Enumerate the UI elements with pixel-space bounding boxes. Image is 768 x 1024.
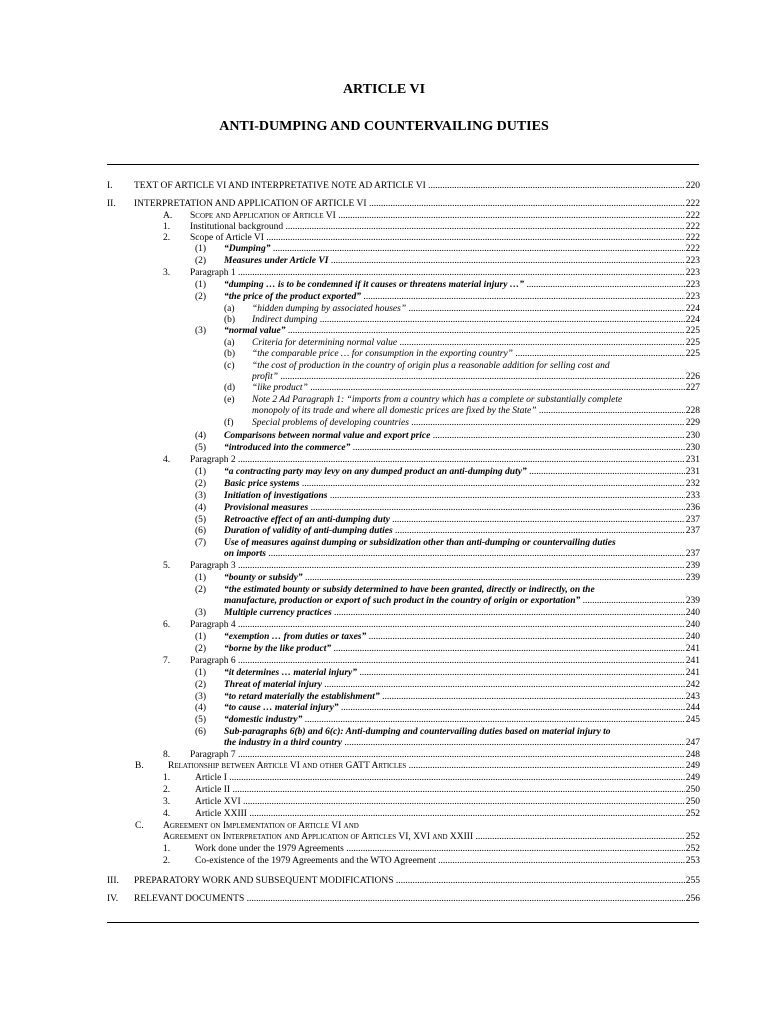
- toc-entry-page: 249: [685, 773, 700, 783]
- toc-entry[interactable]: [0, 181, 768, 192]
- toc-entry[interactable]: [0, 727, 768, 738]
- toc-entry-number: (1): [195, 280, 207, 290]
- toc-entry-page: 232: [685, 479, 700, 489]
- toc-entry-number: (2): [195, 292, 207, 302]
- toc-entry-page: 237: [685, 526, 700, 536]
- toc-entry-number: (2): [195, 479, 207, 489]
- toc-entry-number: (f): [224, 418, 234, 428]
- toc-entry-page: 243: [685, 692, 700, 702]
- toc-entry-number: (4): [195, 503, 207, 513]
- toc-entry-number: (1): [195, 573, 207, 583]
- toc-entry[interactable]: [0, 561, 768, 572]
- toc-entry-number: (1): [195, 632, 207, 642]
- toc-entry-title: Provisional measures .....: [224, 503, 698, 514]
- toc-entry[interactable]: [0, 268, 768, 279]
- toc-entry-number: (a): [224, 304, 235, 314]
- toc-entry-page: 248: [685, 750, 700, 760]
- toc-entry-number: (3): [195, 692, 207, 702]
- toc-entry-number: (b): [224, 349, 236, 359]
- toc-entry[interactable]: [0, 383, 768, 394]
- toc-entry-title: TEXT OF ARTICLE VI AND INTERPRETATIVE NOTE AD ARTICLE VI .....: [134, 181, 698, 192]
- toc-entry-title: Agreement on Implementation of Article VI and: [163, 821, 359, 831]
- toc-entry[interactable]: [0, 668, 768, 679]
- toc-entry-title: on imports .....: [224, 549, 698, 560]
- toc-entry[interactable]: [0, 338, 768, 349]
- toc-entry-number: (3): [195, 608, 207, 618]
- toc-entry-page: 237: [685, 515, 700, 525]
- toc-entry[interactable]: [0, 211, 768, 222]
- toc-entry-page: 220: [685, 181, 700, 191]
- toc-entry-number: (d): [224, 383, 236, 393]
- toc-entry[interactable]: [0, 418, 768, 429]
- toc-entry[interactable]: [0, 503, 768, 514]
- toc-entry[interactable]: [0, 349, 768, 360]
- toc-entry-page: 237: [685, 549, 700, 559]
- toc-entry-title: “domestic industry” .....: [224, 715, 698, 726]
- toc-entry-title: “bounty or subsidy” .....: [224, 573, 698, 584]
- toc-entry-title: “the price of the product exported” .....: [224, 292, 698, 303]
- article-subtitle: ANTI-DUMPING AND COUNTERVAILING DUTIES: [219, 119, 549, 134]
- toc-entry-title: Paragraph 7 .....: [190, 750, 698, 761]
- toc-entry-title: Paragraph 2 .....: [190, 455, 698, 466]
- toc-entry-page: 255: [685, 876, 700, 886]
- toc-entry-page: 233: [685, 491, 700, 501]
- toc-entry-number: 3.: [163, 797, 171, 807]
- toc-entry-page: 241: [685, 644, 700, 654]
- toc-entry-number: 1.: [163, 844, 171, 854]
- toc-entry-page: 242: [685, 680, 700, 690]
- toc-entry-page: 222: [685, 211, 700, 221]
- toc-entry-page: 241: [685, 668, 700, 678]
- toc-entry-title: “it determines … material injury” .....: [224, 668, 698, 679]
- toc-entry[interactable]: [0, 809, 768, 820]
- toc-entry-title: Sub-paragraphs 6(b) and 6(c): Anti-dumping and countervailing duties based on material injury to: [224, 727, 611, 737]
- toc-entry-title: “exemption … from duties or taxes” .....: [224, 632, 698, 643]
- toc-entry-number: 4.: [163, 455, 171, 465]
- toc-entry[interactable]: [0, 326, 768, 337]
- toc-entry[interactable]: [0, 844, 768, 855]
- toc-entry[interactable]: [0, 361, 768, 372]
- toc-entry-page: 249: [685, 761, 700, 771]
- toc-entry-page: 223: [685, 256, 700, 266]
- toc-entry-title: Special problems of developing countries .....: [252, 418, 698, 429]
- toc-entry-page: 253: [685, 856, 700, 866]
- toc-entry-page: 247: [685, 738, 700, 748]
- toc-entry-number: (c): [224, 361, 235, 371]
- toc-entry[interactable]: [0, 773, 768, 784]
- toc-entry-page: 223: [685, 280, 700, 290]
- toc-entry-number: 6.: [163, 620, 171, 630]
- toc-entry-title: Agreement on Interpretation and Application of Articles VI, XVI and XXIII .....: [163, 832, 698, 843]
- toc-entry-number: 3.: [163, 268, 171, 278]
- toc-entry[interactable]: [0, 703, 768, 714]
- toc-entry[interactable]: [0, 467, 768, 478]
- toc-entry-title: Paragraph 3 .....: [190, 561, 698, 572]
- toc-entry[interactable]: [0, 549, 768, 560]
- toc-entry-title: “Dumping” .....: [224, 244, 698, 255]
- toc-entry-number: (5): [195, 715, 207, 725]
- toc-entry-page: 250: [685, 797, 700, 807]
- toc-entry-title: “like product” .....: [252, 383, 698, 394]
- toc-entry-title: Paragraph 4 .....: [190, 620, 698, 631]
- toc-entry-number: C.: [135, 821, 144, 831]
- toc-entry-title: Retroactive effect of an anti-dumping duty .....: [224, 515, 698, 526]
- toc-entry-number: (3): [195, 491, 207, 501]
- toc-entry[interactable]: [0, 406, 768, 417]
- toc-entry[interactable]: [0, 596, 768, 607]
- toc-entry-title: “the comparable price … for consumption in the exporting country” .....: [252, 349, 698, 360]
- toc-entry[interactable]: [0, 832, 768, 843]
- toc-entry-title: Comparisons between normal value and export price .....: [224, 431, 698, 442]
- toc-entry-number: II.: [107, 199, 116, 209]
- toc-entry-title: Relationship between Article VI and other GATT Articles .....: [168, 761, 698, 772]
- toc-entry[interactable]: [0, 797, 768, 808]
- toc-entry[interactable]: [0, 256, 768, 267]
- toc-entry-page: 245: [685, 715, 700, 725]
- toc-entry[interactable]: [0, 876, 768, 887]
- toc-entry[interactable]: [0, 856, 768, 867]
- toc-entry-title: Paragraph 6 .....: [190, 656, 698, 667]
- toc-entry-page: 241: [685, 656, 700, 666]
- toc-entry[interactable]: [0, 491, 768, 502]
- toc-entry-number: (2): [195, 680, 207, 690]
- toc-entry-page: 239: [685, 596, 700, 606]
- toc-entry-title: “normal value” .....: [224, 326, 698, 337]
- toc-entry-number: 1.: [163, 222, 171, 232]
- toc-entry-page: 227: [685, 383, 700, 393]
- toc-entry-page: 240: [685, 608, 700, 618]
- toc-entry-number: 2.: [163, 856, 171, 866]
- toc-entry[interactable]: [0, 443, 768, 454]
- toc-entry[interactable]: [0, 455, 768, 466]
- toc-entry-page: 256: [685, 894, 700, 904]
- toc-entry-title: Criteria for determining normal value .....: [252, 338, 698, 349]
- toc-entry-number: (6): [195, 727, 207, 737]
- toc-entry-page: 224: [685, 315, 700, 325]
- toc-entry[interactable]: [0, 738, 768, 749]
- toc-entry-title: Article I .....: [195, 773, 698, 784]
- toc-entry-number: (4): [195, 431, 207, 441]
- toc-entry-title: Basic price systems .....: [224, 479, 698, 490]
- toc-entry[interactable]: [0, 750, 768, 761]
- toc-entry-number: I.: [107, 181, 113, 191]
- toc-entry[interactable]: [0, 222, 768, 233]
- toc-entry-number: (2): [195, 644, 207, 654]
- toc-entry-page: 240: [685, 632, 700, 642]
- toc-entry[interactable]: [0, 715, 768, 726]
- toc-entry-number: (7): [195, 538, 207, 548]
- toc-entry-title: “borne by the like product” .....: [224, 644, 698, 655]
- toc-entry-number: (1): [195, 467, 207, 477]
- toc-entry-title: Article XVI .....: [195, 797, 698, 808]
- toc-entry[interactable]: [0, 894, 768, 905]
- toc-entry-title: “to cause … material injury” .....: [224, 703, 698, 714]
- toc-entry-number: B.: [135, 761, 144, 771]
- toc-entry[interactable]: [0, 233, 768, 244]
- toc-entry[interactable]: [0, 292, 768, 303]
- toc-entry-page: 222: [685, 222, 700, 232]
- toc-entry[interactable]: [0, 479, 768, 490]
- toc-entry[interactable]: [0, 761, 768, 772]
- toc-entry-number: A.: [163, 211, 173, 221]
- toc-entry-page: 222: [685, 233, 700, 243]
- toc-entry[interactable]: [0, 526, 768, 537]
- toc-entry-title: PREPARATORY WORK AND SUBSEQUENT MODIFICATIONS .....: [134, 876, 698, 887]
- toc-entry-page: 239: [685, 573, 700, 583]
- toc-entry-page: 230: [685, 443, 700, 453]
- toc-entry-page: 240: [685, 620, 700, 630]
- toc-entry-page: 239: [685, 561, 700, 571]
- toc-entry-title: Note 2 Ad Paragraph 1: “imports from a country which has a complete or substantially complete: [252, 395, 623, 405]
- toc-entry-title: “the cost of production in the country of origin plus a reasonable addition for selling cost and: [252, 361, 610, 371]
- toc-entry[interactable]: [0, 644, 768, 655]
- toc-entry-page: 231: [685, 455, 700, 465]
- toc-entry[interactable]: [0, 632, 768, 643]
- toc-entry-title: Scope of Article VI .....: [190, 233, 698, 244]
- toc-entry-page: 225: [685, 349, 700, 359]
- toc-entry-number: 8.: [163, 750, 171, 760]
- toc-entry[interactable]: [0, 395, 768, 406]
- toc-entry-number: IV.: [107, 894, 119, 904]
- toc-entry[interactable]: [0, 372, 768, 383]
- toc-entry-title: “hidden dumping by associated houses” .....: [252, 304, 698, 315]
- toc-entry-title: Scope and Application of Article VI .....: [190, 211, 698, 222]
- toc-entry-title: Duration of validity of anti-dumping duties .....: [224, 526, 698, 537]
- toc-entry-page: 230: [685, 431, 700, 441]
- toc-entry-title: Multiple currency practices .....: [224, 608, 698, 619]
- toc-entry-title: monopoly of its trade and where all domestic prices are fixed by the State” .....: [252, 406, 698, 417]
- toc-entry-page: 236: [685, 503, 700, 513]
- toc-entry-page: 231: [685, 467, 700, 477]
- toc-entry-page: 225: [685, 326, 700, 336]
- toc-entry-number: 4.: [163, 809, 171, 819]
- toc-entry-number: (5): [195, 443, 207, 453]
- toc-entry-page: 229: [685, 418, 700, 428]
- toc-entry-page: 226: [685, 372, 700, 382]
- toc-entry-page: 222: [685, 199, 700, 209]
- toc-entry-title: Indirect dumping .....: [252, 315, 698, 326]
- toc-entry-page: 250: [685, 785, 700, 795]
- toc-entry-title: INTERPRETATION AND APPLICATION OF ARTICLE VI .....: [134, 199, 698, 210]
- toc-entry-page: 225: [685, 338, 700, 348]
- toc-entry-number: 5.: [163, 561, 171, 571]
- toc-entry[interactable]: [0, 538, 768, 549]
- toc-entry[interactable]: [0, 785, 768, 796]
- toc-entry-title: Institutional background .....: [190, 222, 698, 233]
- toc-entry[interactable]: [0, 680, 768, 691]
- toc-entry-title: Article XXIII .....: [195, 809, 698, 820]
- toc-entry-title: Paragraph 1 .....: [190, 268, 698, 279]
- toc-entry-number: 2.: [163, 785, 171, 795]
- toc-entry[interactable]: [0, 620, 768, 631]
- toc-entry-number: (2): [195, 585, 207, 595]
- toc-entry-number: (1): [195, 668, 207, 678]
- toc-entry-number: (6): [195, 526, 207, 536]
- toc-entry-title: Threat of material injury .....: [224, 680, 698, 691]
- toc-entry-number: III.: [107, 876, 119, 886]
- toc-entry-title: Work done under the 1979 Agreements .....: [195, 844, 698, 855]
- toc-entry-title: manufacture, production or export of such product in the country of origin or exportation” .....: [224, 596, 698, 607]
- toc-entry-title: Article II .....: [195, 785, 698, 796]
- toc-entry-number: (e): [224, 395, 235, 405]
- toc-entry-number: (b): [224, 315, 236, 325]
- toc-entry-title: “a contracting party may levy on any dumped product an anti-dumping duty” .....: [224, 467, 698, 478]
- toc-entry[interactable]: [0, 304, 768, 315]
- toc-entry-page: 244: [685, 703, 700, 713]
- toc-entry-number: (1): [195, 244, 207, 254]
- toc-entry-title: “the estimated bounty or subsidy determined to have been granted, directly or indirectly, on the: [224, 585, 595, 595]
- toc-entry-title: Measures under Article VI .....: [224, 256, 698, 267]
- toc-entry-page: 223: [685, 268, 700, 278]
- toc-entry-number: 7.: [163, 656, 171, 666]
- toc-entry-page: 222: [685, 244, 700, 254]
- toc-entry-number: 1.: [163, 773, 171, 783]
- toc-entry-number: (2): [195, 256, 207, 266]
- toc-entry-page: 223: [685, 292, 700, 302]
- toc-entry[interactable]: [0, 315, 768, 326]
- toc-entry-number: (a): [224, 338, 235, 348]
- toc-entry[interactable]: [0, 515, 768, 526]
- toc-entry-title: “introduced into the commerce” .....: [224, 443, 698, 454]
- toc-entry[interactable]: [0, 821, 768, 832]
- toc-entry[interactable]: [0, 656, 768, 667]
- toc-entry-title: Use of measures against dumping or subsidization other than anti-dumping or countervailing duties: [224, 538, 616, 548]
- toc-entry[interactable]: [0, 244, 768, 255]
- toc-entry[interactable]: [0, 692, 768, 703]
- toc-entry-title: “dumping … is to be condemned if it causes or threatens material injury …” .....: [224, 280, 698, 291]
- toc-entry-title: profit” .....: [252, 372, 698, 383]
- toc-entry-title: RELEVANT DOCUMENTS .....: [134, 894, 698, 905]
- toc-entry-page: 228: [685, 406, 700, 416]
- article-title: ARTICLE VI: [342, 82, 426, 97]
- toc-entry[interactable]: [0, 199, 768, 210]
- toc-entry-page: 252: [685, 832, 700, 842]
- toc-entry-title: the industry in a third country .....: [224, 738, 698, 749]
- toc-entry[interactable]: [0, 608, 768, 619]
- toc-entry[interactable]: [0, 280, 768, 291]
- toc-entry-page: 252: [685, 809, 700, 819]
- toc-entry[interactable]: [0, 585, 768, 596]
- toc-entry[interactable]: [0, 573, 768, 584]
- toc-entry-title: “to retard materially the establishment” .....: [224, 692, 698, 703]
- bottom-rule: [107, 922, 699, 923]
- toc-entry-page: 252: [685, 844, 700, 854]
- toc-entry-title: Co-existence of the 1979 Agreements and the WTO Agreement .....: [195, 856, 698, 867]
- toc-entry-number: (4): [195, 703, 207, 713]
- toc-entry-number: 2.: [163, 233, 171, 243]
- toc-entry-title: Initiation of investigations .....: [224, 491, 698, 502]
- toc-entry[interactable]: [0, 431, 768, 442]
- toc-entry-number: (5): [195, 515, 207, 525]
- toc-entry-page: 224: [685, 304, 700, 314]
- toc-entry-number: (3): [195, 326, 207, 336]
